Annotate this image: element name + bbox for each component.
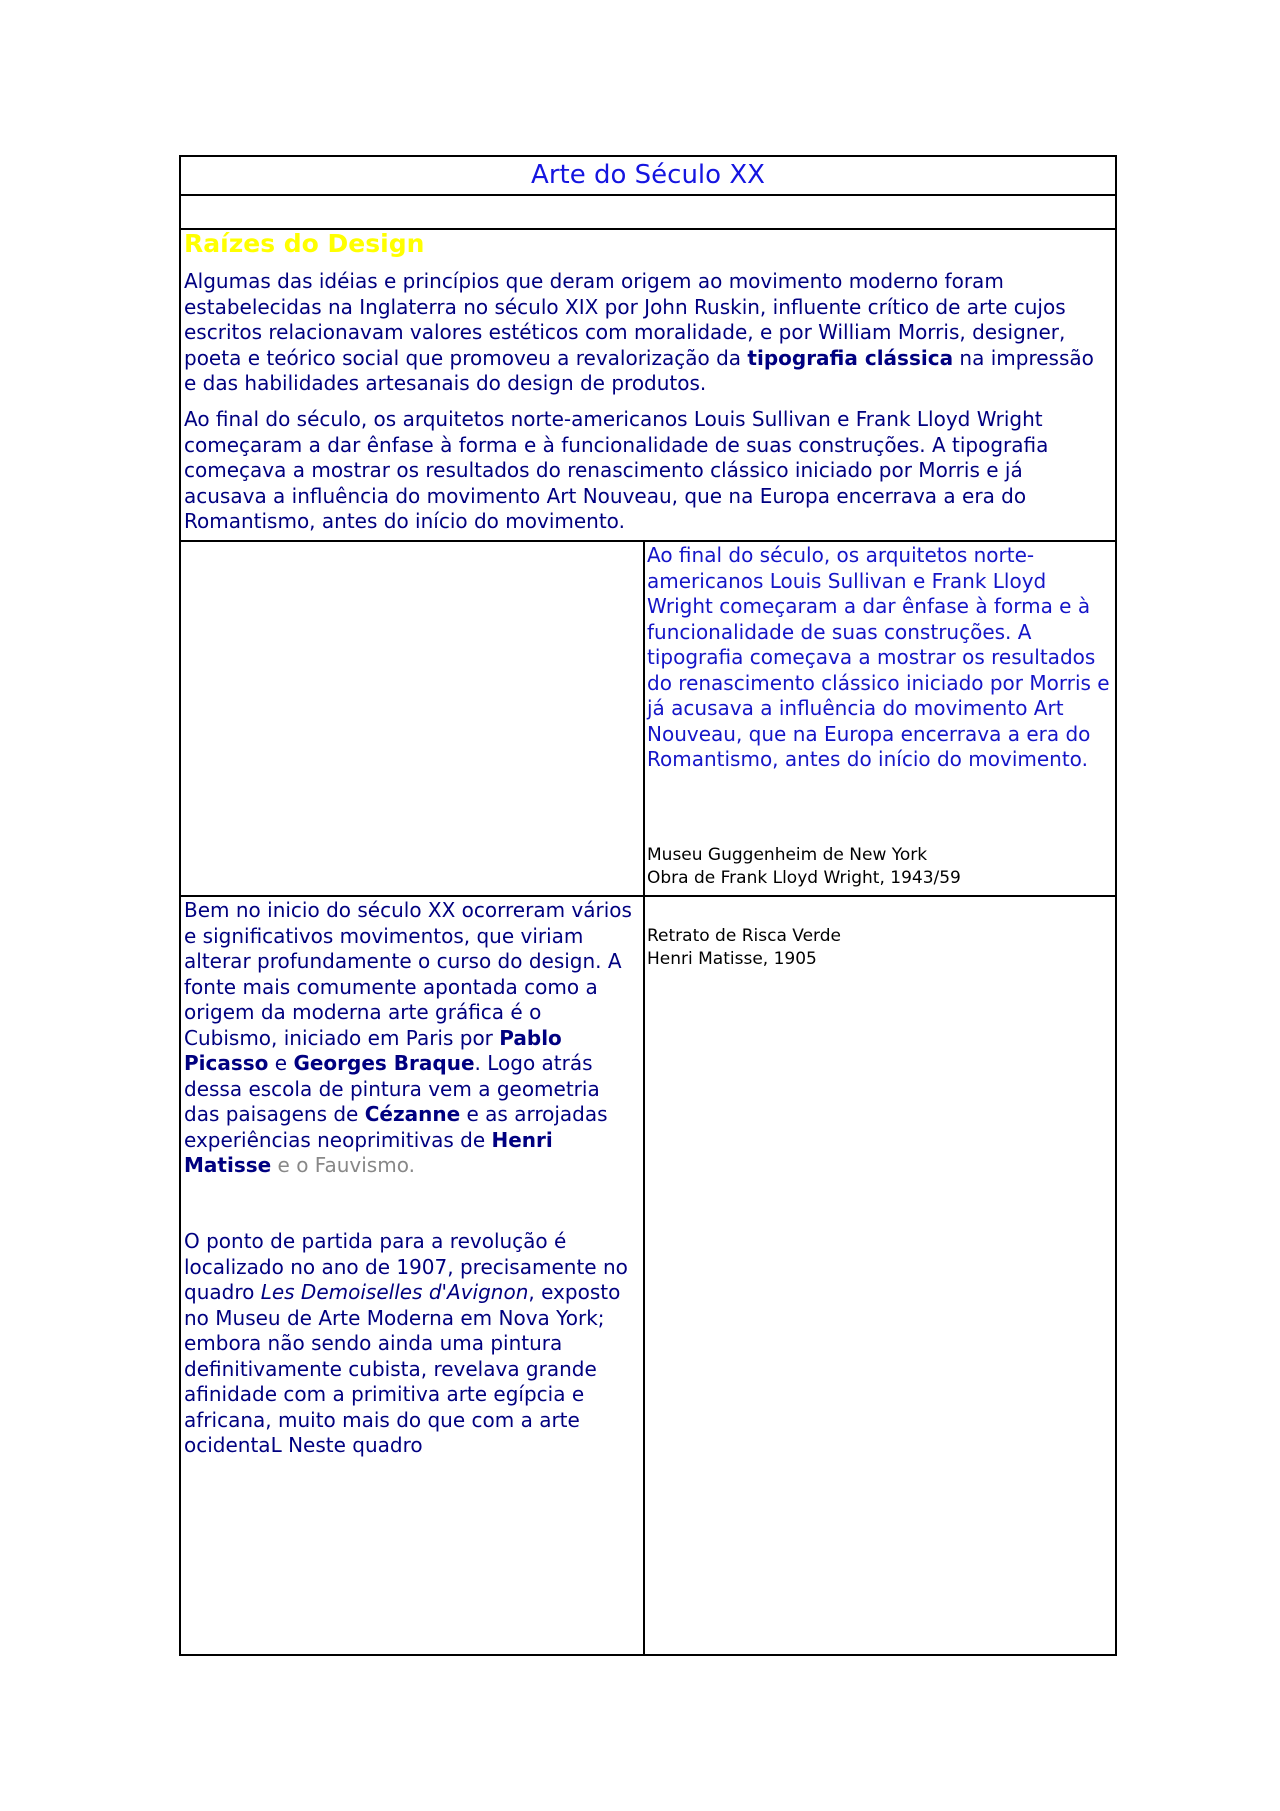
- row-divider: [181, 895, 1115, 897]
- document-table: [179, 155, 1117, 1656]
- intro-paragraph: Algumas das idéias e princípios que deram origem ao movimento moderno foram estabelecidas na Inglaterra no século XIX por John Ruskin, influente crítico de arte cujos escritos relacionavam valores estéticos com moralidade, e por William Morris, designer, poeta e teórico social que promoveu a revalorização da tipografia clássica na impressão e das habilidades artesanais do design de produtos.: [184, 269, 1094, 395]
- matisse-caption: Retrato de Risca Verde Henri Matisse, 1905: [647, 926, 841, 969]
- guggenheim-caption: Museu Guggenheim de New York Obra de Frank Lloyd Wright, 1943/59: [647, 845, 961, 888]
- right-paragraph: Ao final do século, os arquitetos norte-americanos Louis Sullivan e Frank Lloyd Wright começaram a dar ênfase à forma e à funcionalidade de suas construções. A tipografia começava a mostrar os resultados do renascimento clássico iniciado por Morris e já acusava a influência do movimento Art Nouveau, que na Europa encerrava a era do Romantismo, antes do início do movimento.: [647, 543, 1110, 771]
- left-paragraph-cubism: Bem no inicio do século XX ocorreram vários e significativos movimentos, que viriam alterar profundamente o curso do design. A fonte mais comumente apontada como a origem da moderna arte gráfica é o Cubismo, iniciado em Paris por Pablo Picasso e Georges Braque. Logo atrás dessa escola de pintura vem a geometria das paisagens de Cézanne e as arrojadas experiências neoprimitivas de Henri Matisse e o Fauvismo.: [184, 898, 632, 1177]
- page-title: Arte do Século XX: [531, 160, 765, 190]
- left-paragraph-demoiselles: O ponto de partida para a revolução é localizado no ano de 1907, precisamente no quadro Les Demoiselles d'Avignon, exposto no Museu de Arte Moderna em Nova York; embora não sendo ainda uma pintura definitivamente cubista, revelava grande afinidade com a primitiva arte egípcia e africana, muito mais do que com a arte ocidentaL Neste quadro: [184, 1229, 628, 1457]
- row-divider: [181, 540, 1115, 542]
- second-paragraph: Ao final do século, os arquitetos norte-americanos Louis Sullivan e Frank Lloyd Wright começaram a dar ênfase à forma e à funcionalidade de suas construções. A tipografia começava a mostrar os resultados do renascimento clássico iniciado por Morris e já acusava a influência do movimento Art Nouveau, que na Europa encerrava a era do Romantismo, antes do início do movimento.: [184, 407, 1049, 533]
- column-divider: [643, 540, 645, 1656]
- section-heading: Raízes do Design: [184, 229, 425, 258]
- row-divider: [181, 194, 1115, 196]
